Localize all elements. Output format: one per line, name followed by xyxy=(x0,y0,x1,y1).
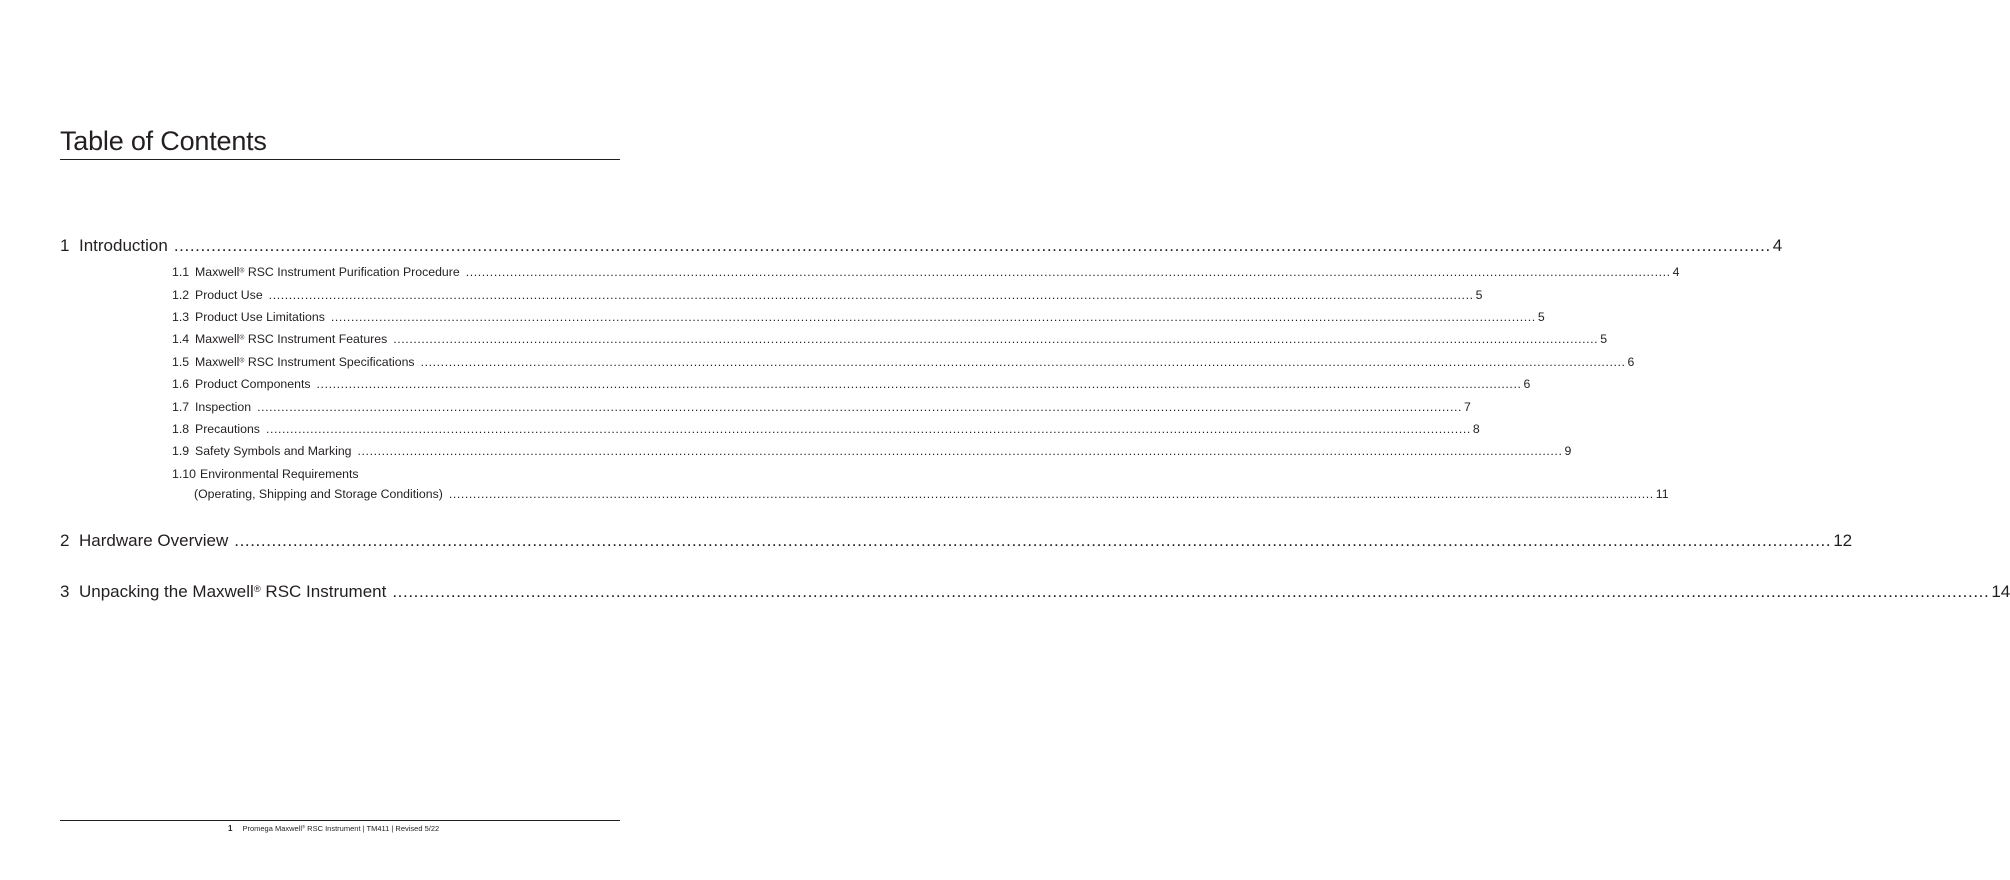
toc-leader: ............................................................................................................................................................................................................................................................................................................ xyxy=(420,355,1626,369)
toc-title: Introduction xyxy=(79,236,168,255)
toc-number: 1 xyxy=(60,236,70,255)
toc-page: 6 xyxy=(1627,355,1635,369)
toc-leader: ............................................................................................................................................................................................................................................................................................................ xyxy=(173,236,1771,255)
toc-number: 3 xyxy=(60,582,70,601)
toc-number: 1.6 xyxy=(172,377,190,391)
registered-mark: ® xyxy=(239,357,245,365)
toc-number: 1.1 xyxy=(172,265,190,279)
toc-entry-1-7[interactable] xyxy=(172,400,1471,414)
toc-title: Maxwell® RSC Instrument Features xyxy=(195,332,388,346)
toc-number: 1.8 xyxy=(172,422,190,436)
toc-entry-1-2[interactable] xyxy=(172,288,1483,302)
toc-entry-1-3[interactable] xyxy=(172,310,1545,324)
toc-entry-1-1[interactable] xyxy=(172,265,1680,279)
toc-title: Precautions xyxy=(195,422,260,436)
toc-entry-1-8[interactable] xyxy=(172,422,1480,436)
toc-leader: ............................................................................................................................................................................................................................................................................................................ xyxy=(465,265,1671,279)
footer-rule xyxy=(60,820,620,821)
toc-title: Product Use xyxy=(195,288,263,302)
toc-number: 1.4 xyxy=(172,332,190,346)
toc-page: 6 xyxy=(1523,377,1531,391)
toc-number: 1.10 xyxy=(172,467,196,481)
toc-title-continued: (Operating, Shipping and Storage Conditions) xyxy=(194,487,443,501)
toc-number: 1.5 xyxy=(172,355,190,369)
registered-mark: ® xyxy=(239,334,245,342)
toc-leader: ............................................................................................................................................................................................................................................................................................................ xyxy=(330,310,1536,324)
toc-leader: ............................................................................................................................................................................................................................................................................................................ xyxy=(265,422,1471,436)
toc-title: Product Components xyxy=(195,377,311,391)
registered-mark: ® xyxy=(239,267,245,275)
toc-number: 1.2 xyxy=(172,288,190,302)
toc-entry-1-10[interactable] xyxy=(172,467,620,481)
title-rule xyxy=(60,159,620,160)
toc-title: Inspection xyxy=(195,400,252,414)
toc-entry-1[interactable] xyxy=(60,236,1783,256)
toc-entry-1-9[interactable] xyxy=(172,444,1572,458)
toc-page: 8 xyxy=(1472,422,1480,436)
toc-page: 9 xyxy=(1564,444,1572,458)
toc-page: 7 xyxy=(1464,400,1471,414)
toc-page: 14 xyxy=(1991,582,2010,601)
page-title: Table of Contents xyxy=(60,126,267,156)
toc-page: 5 xyxy=(1600,332,1608,346)
toc-leader: ............................................................................................................................................................................................................................................................................................................ xyxy=(234,531,1832,550)
toc-page: 12 xyxy=(1833,531,1853,550)
toc-leader: ............................................................................................................................................................................................................................................................................................................ xyxy=(392,582,1990,601)
toc-title: Product Use Limitations xyxy=(195,310,325,324)
toc-page: 11 xyxy=(1655,487,1669,501)
toc-number: 1.9 xyxy=(172,444,190,458)
footer-text: Promega Maxwell® RSC Instrument | TM411 | Revised 5/22 xyxy=(242,824,440,833)
toc-leader: ............................................................................................................................................................................................................................................................................................................ xyxy=(393,332,1599,346)
toc-entry-1-10-continued[interactable] xyxy=(194,487,1669,501)
toc-entry-2[interactable] xyxy=(60,531,1853,551)
toc-page: 4 xyxy=(1772,236,1783,255)
footer-page-number: 1 xyxy=(228,824,233,833)
toc-number: 1.7 xyxy=(172,400,190,414)
toc-title: Maxwell® RSC Instrument Purification Procedure xyxy=(195,265,460,279)
toc-leader: ............................................................................................................................................................................................................................................................................................................ xyxy=(316,377,1522,391)
toc-entry-1-5[interactable] xyxy=(172,355,1635,369)
toc-page: 4 xyxy=(1672,265,1680,279)
toc-page: 5 xyxy=(1537,310,1545,324)
toc-leader: ............................................................................................................................................................................................................................................................................................................ xyxy=(268,288,1474,302)
toc-leader: ............................................................................................................................................................................................................................................................................................................ xyxy=(448,487,1654,501)
registered-mark: ® xyxy=(253,583,261,594)
toc-entry-3[interactable] xyxy=(60,582,2010,602)
toc-leader: ............................................................................................................................................................................................................................................................................................................ xyxy=(357,444,1563,458)
toc-title: Safety Symbols and Marking xyxy=(195,444,352,458)
page-footer xyxy=(228,824,439,833)
toc-number: 1.3 xyxy=(172,310,190,324)
toc-page: 5 xyxy=(1475,288,1483,302)
toc-title: Unpacking the Maxwell® RSC Instrument xyxy=(79,582,387,601)
toc-number: 2 xyxy=(60,531,70,550)
toc-entry-1-4[interactable] xyxy=(172,332,1608,346)
registered-mark: ® xyxy=(302,824,306,830)
toc-title: Maxwell® RSC Instrument Specifications xyxy=(195,355,415,369)
toc-title: Hardware Overview xyxy=(79,531,229,550)
toc-title: Environmental Requirements xyxy=(200,467,359,481)
toc-leader: ............................................................................................................................................................................................................................................................................................................ xyxy=(257,400,1463,414)
toc-entry-1-6[interactable] xyxy=(172,377,1531,391)
